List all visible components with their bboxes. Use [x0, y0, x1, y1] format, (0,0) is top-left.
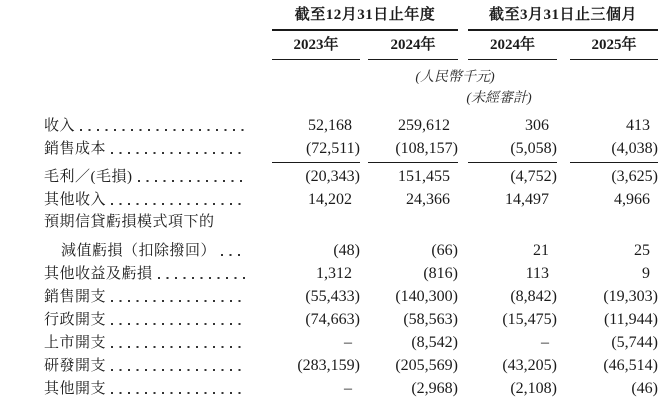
column-group-annual: 截至12月31日止年度	[272, 8, 458, 31]
value-3m2025: (4,038)	[570, 137, 658, 163]
table-row	[0, 262, 666, 285]
table-row	[0, 354, 666, 377]
table-row	[0, 285, 666, 308]
row-label: 研發開支	[44, 358, 107, 374]
value-3m2024: –	[541, 334, 549, 351]
value-3m2024: (43,205)	[502, 357, 557, 374]
value-fy2024: (2,968)	[411, 380, 458, 397]
dot-leader	[158, 277, 246, 279]
table-row	[0, 239, 666, 262]
value-fy2024: (58,563)	[403, 311, 458, 328]
value-fy2023: (283,159)	[297, 357, 360, 374]
row-label: 其他收益及虧損	[44, 266, 153, 282]
value-fy2023: (48)	[333, 242, 360, 259]
table-body	[0, 114, 666, 400]
row-label: 其他開支	[44, 381, 107, 397]
value-3m2025: 25	[634, 242, 650, 259]
dot-leader	[111, 152, 246, 154]
value-3m2024: (4,752)	[510, 168, 557, 185]
dot-leader	[111, 369, 246, 371]
year-header-2024: 2024年	[368, 38, 458, 60]
value-3m2024: 306	[525, 117, 549, 134]
value-fy2023: –	[344, 380, 352, 397]
value-3m2024: 14,497	[505, 191, 549, 208]
value-fy2023: –	[344, 334, 352, 351]
column-group-header-row	[0, 0, 666, 31]
value-fy2024: (816)	[423, 265, 458, 282]
value-fy2023: (74,663)	[305, 311, 360, 328]
value-3m2024: (15,475)	[502, 311, 557, 328]
table-row	[0, 308, 666, 331]
unaudited-note: (未經審計)	[466, 91, 532, 106]
value-3m2025: (11,944)	[603, 311, 658, 328]
row-label: 收入	[44, 118, 76, 134]
year-header-row	[0, 38, 666, 60]
value-fy2024: (108,157)	[368, 137, 458, 163]
dot-leader	[138, 180, 247, 182]
value-3m2025: 9	[642, 265, 650, 282]
value-fy2023: (20,343)	[305, 168, 360, 185]
dot-leader	[111, 203, 246, 205]
value-fy2023: 14,202	[308, 191, 352, 208]
table-row	[0, 188, 666, 211]
value-3m2025: 413	[626, 117, 650, 134]
year-header-2024-interim: 2024年	[468, 38, 557, 60]
value-fy2024: (140,300)	[395, 288, 458, 305]
value-3m2024: 113	[525, 265, 549, 282]
dot-leader	[111, 323, 246, 325]
table-row	[0, 137, 666, 160]
table-row	[0, 331, 666, 354]
value-fy2023: (72,511)	[272, 137, 360, 163]
value-3m2025: (46,514)	[603, 357, 658, 374]
dot-leader	[221, 254, 246, 256]
dot-leader	[111, 346, 246, 348]
row-label: 其他收入	[44, 192, 107, 208]
row-label: 毛利／(毛損)	[44, 169, 133, 185]
value-3m2025: (46)	[631, 380, 658, 397]
year-header-2025-interim: 2025年	[570, 38, 658, 60]
dot-leader	[80, 129, 246, 131]
table-row	[0, 211, 666, 234]
value-fy2023: (55,433)	[305, 288, 360, 305]
dot-leader	[111, 392, 246, 394]
row-label: 預期信貸虧損模式項下的	[44, 214, 215, 230]
value-3m2025: 4,966	[614, 191, 650, 208]
value-3m2025: (3,625)	[611, 168, 658, 185]
value-fy2023: 52,168	[308, 117, 352, 134]
value-fy2024: 24,366	[406, 191, 450, 208]
value-3m2024: (2,108)	[510, 380, 557, 397]
value-fy2024: 259,612	[398, 117, 450, 134]
dot-leader	[111, 300, 246, 302]
table-row	[0, 165, 666, 188]
year-header-2023: 2023年	[272, 38, 360, 60]
value-3m2024: (8,842)	[510, 288, 557, 305]
row-label: 銷售開支	[44, 289, 107, 305]
row-label: 減值虧損（扣除撥回）	[61, 243, 217, 259]
row-label: 銷售成本	[44, 141, 107, 157]
dot-leader	[220, 226, 246, 228]
table-row	[0, 377, 666, 400]
column-group-gap	[458, 8, 468, 31]
row-label: 行政開支	[44, 312, 107, 328]
value-fy2024: (66)	[431, 242, 458, 259]
value-3m2024: 21	[533, 242, 549, 259]
value-3m2025: (5,744)	[611, 334, 658, 351]
value-3m2025: (19,303)	[603, 288, 658, 305]
value-fy2024: (205,569)	[395, 357, 458, 374]
value-3m2024: (5,058)	[468, 137, 557, 163]
currency-unit-note: (人民幣千元)	[415, 70, 495, 85]
row-label: 上市開支	[44, 335, 107, 351]
value-fy2024: (8,542)	[411, 334, 458, 351]
table-row	[0, 114, 666, 137]
value-fy2024: 151,455	[398, 168, 450, 185]
table-notes	[0, 60, 666, 106]
value-fy2023: 1,312	[316, 265, 352, 282]
column-group-interim: 截至3月31日止三個月	[468, 8, 658, 31]
